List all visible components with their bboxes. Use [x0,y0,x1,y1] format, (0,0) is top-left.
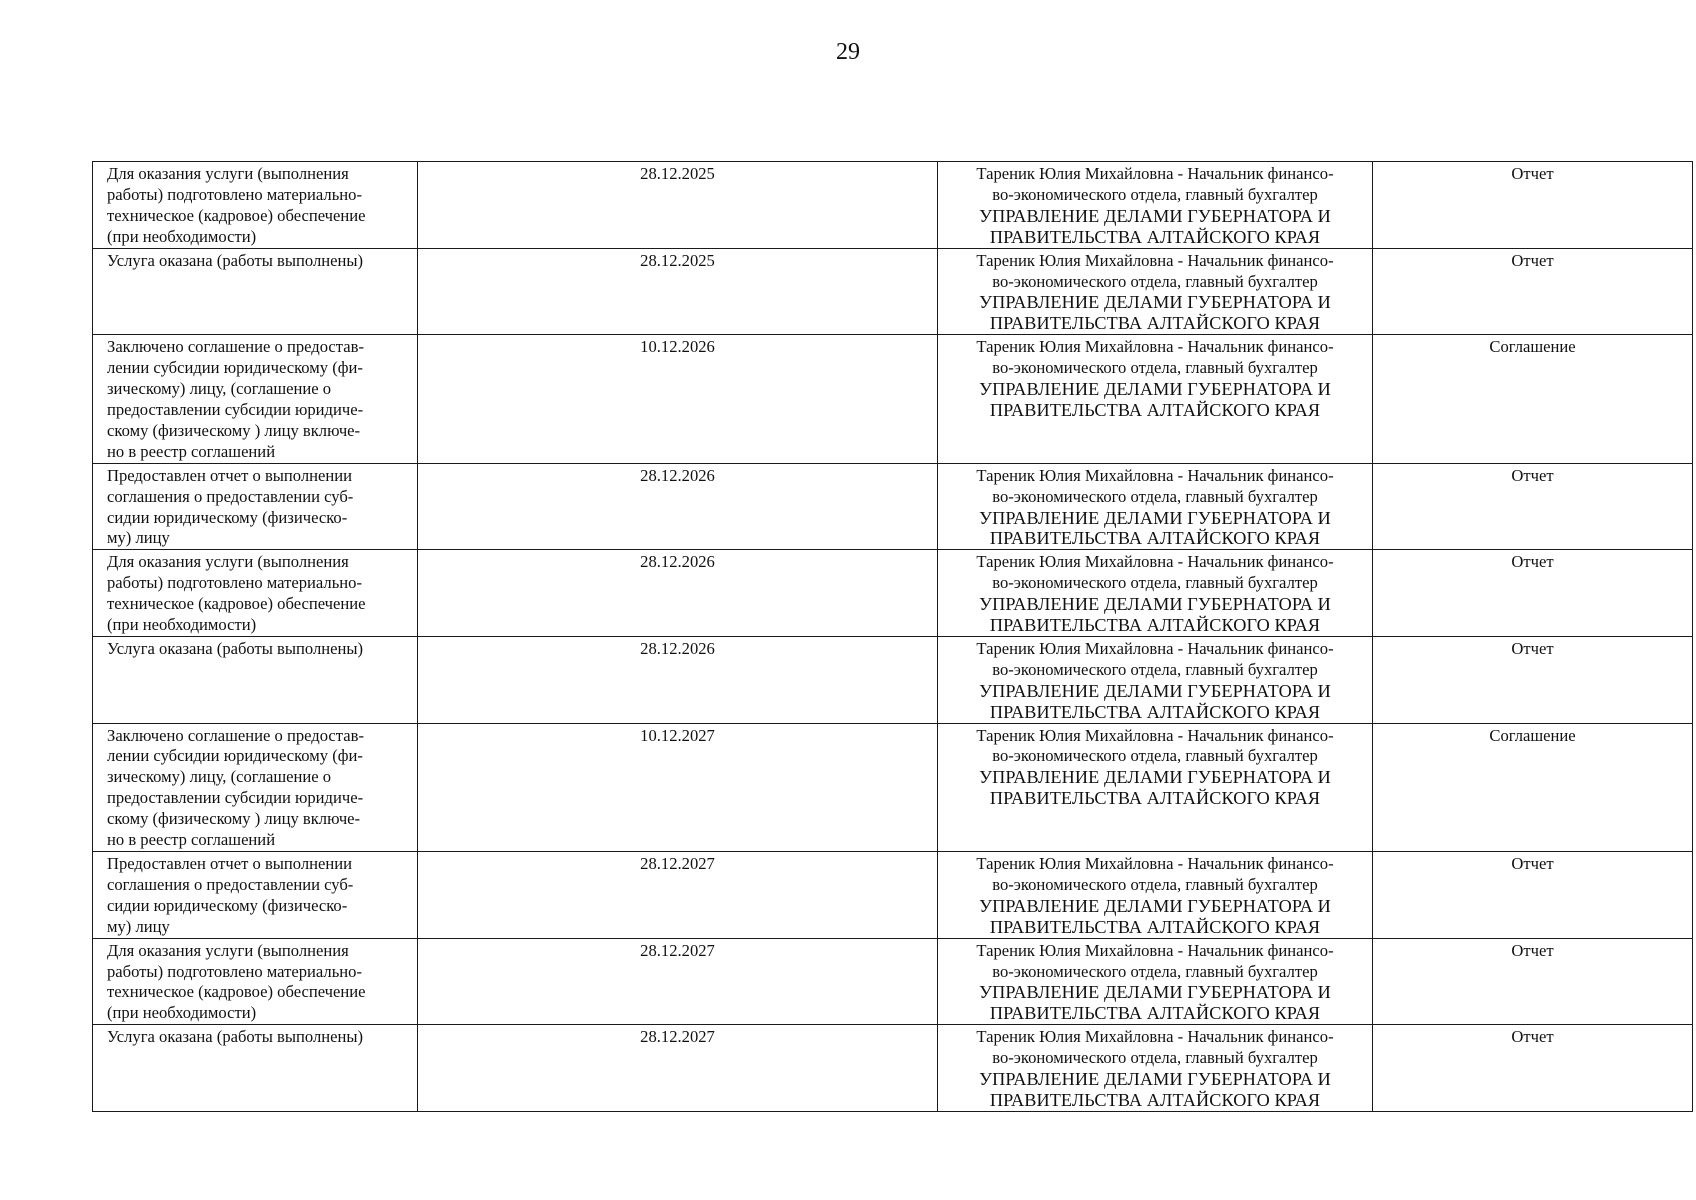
document-type-cell: Отчет [1373,550,1693,637]
event-text-line: техническое (кадровое) обеспечение [107,205,366,225]
date-cell: 28.12.2026 [418,636,938,723]
organization-line: УПРАВЛЕНИЕ ДЕЛАМИ ГУБЕРНАТОРА И [979,895,1331,916]
table-row [93,852,1693,939]
event-cell [93,852,418,939]
responsible-name-line: Тареник Юлия Михайловна - Начальник финансо- [976,854,1334,873]
responsible-position-line: во-экономического отдела, главный бухгалтер [992,746,1318,766]
event-text-line: работы) подготовлено материально- [107,573,362,593]
responsible-position-line: во-экономического отдела, главный бухгалтер [992,358,1318,378]
document-type-cell: Отчет [1373,852,1693,939]
date-cell: 10.12.2026 [418,335,938,463]
event-text-line: Заключено соглашение о предостав- [107,337,364,357]
responsible-cell [938,248,1373,335]
event-text-line: (при необходимости) [107,226,257,246]
event-text-line: му) лицу [107,916,170,936]
event-cell [93,636,418,723]
date-cell: 28.12.2027 [418,938,938,1025]
document-type-cell: Отчет [1373,636,1693,723]
document-type-cell: Отчет [1373,162,1693,249]
date-cell: 28.12.2025 [418,162,938,249]
responsible-cell [938,723,1373,851]
organization-line: ПРАВИТЕЛЬСТВА АЛТАЙСКОГО КРАЯ [989,226,1321,247]
event-text-line: Для оказания услуги (выполнения [107,940,349,960]
event-text-line: но в реестр соглашений [107,830,276,850]
table-body [93,162,1693,1112]
document-type-cell: Отчет [1373,1025,1693,1112]
responsible-position-line: во-экономического отдела, главный бухгалтер [992,659,1318,679]
event-cell [93,1025,418,1112]
organization-line: УПРАВЛЕНИЕ ДЕЛАМИ ГУБЕРНАТОРА И [979,982,1331,1003]
responsible-position-line: во-экономического отдела, главный бухгалтер [992,961,1318,981]
responsible-cell [938,852,1373,939]
event-text-line: скому (физическому ) лицу включе- [107,420,361,440]
event-text-line: Услуга оказана (работы выполнены) [107,250,364,270]
date-cell: 28.12.2025 [418,248,938,335]
responsible-cell [938,162,1373,249]
table-row [93,636,1693,723]
responsible-position-line: во-экономического отдела, главный бухгалтер [992,271,1318,291]
event-text-line: лении субсидии юридическому (фи- [107,358,363,378]
event-text-line: Предоставлен отчет о выполнении [107,854,353,873]
event-text-line: сидии юридическому (физическо- [107,895,348,915]
event-cell [93,162,418,249]
organization-line: ПРАВИТЕЛЬСТВА АЛТАЙСКОГО КРАЯ [989,399,1321,420]
responsible-position-line: во-экономического отдела, главный бухгалтер [992,486,1318,506]
responsible-cell [938,335,1373,463]
responsible-cell [938,463,1373,550]
event-cell [93,335,418,463]
organization-line: УПРАВЛЕНИЕ ДЕЛАМИ ГУБЕРНАТОРА И [979,292,1331,313]
responsible-cell [938,1025,1373,1112]
responsible-name-line: Тареник Юлия Михайловна - Начальник финансо- [976,1027,1334,1047]
responsible-position-line: во-экономического отдела, главный бухгалтер [992,1048,1318,1068]
organization-line: УПРАВЛЕНИЕ ДЕЛАМИ ГУБЕРНАТОРА И [979,507,1331,528]
document-type-cell: Соглашение [1373,723,1693,851]
event-text-line: Предоставлен отчет о выполнении [107,465,353,485]
organization-line: УПРАВЛЕНИЕ ДЕЛАМИ ГУБЕРНАТОРА И [979,379,1331,400]
organization-line: ПРАВИТЕЛЬСТВА АЛТАЙСКОГО КРАЯ [989,615,1321,636]
document-type-cell: Отчет [1373,248,1693,335]
table-row [93,723,1693,851]
responsible-cell [938,636,1373,723]
responsible-name-line: Тареник Юлия Михайловна - Начальник финансо- [976,725,1334,745]
document-type-cell: Соглашение [1373,335,1693,463]
event-text-line: сидии юридическому (физическо- [107,507,348,527]
organization-line: УПРАВЛЕНИЕ ДЕЛАМИ ГУБЕРНАТОРА И [979,205,1331,226]
event-text-line: лении субсидии юридическому (фи- [107,746,363,766]
event-cell [93,550,418,637]
event-text-line: Услуга оказана (работы выполнены) [107,1027,364,1047]
event-cell [93,938,418,1025]
table-row [93,248,1693,335]
event-text-line: работы) подготовлено материально- [107,184,362,204]
event-text-line: му) лицу [107,528,170,548]
table-row [93,1025,1693,1112]
document-type-cell: Отчет [1373,938,1693,1025]
event-text-line: предоставлении субсидии юридиче- [107,399,364,419]
event-text-line: но в реестр соглашений [107,441,276,461]
event-text-line: предоставлении субсидии юридиче- [107,788,364,808]
event-text-line: зическому) лицу, (соглашение о [107,379,332,399]
responsible-cell [938,938,1373,1025]
organization-line: ПРАВИТЕЛЬСТВА АЛТАЙСКОГО КРАЯ [989,916,1321,937]
control-points-table [92,161,1693,1112]
event-text-line: Для оказания услуги (выполнения [107,552,349,572]
event-text-line: соглашения о предоставлении суб- [107,874,354,894]
event-text-line: техническое (кадровое) обеспечение [107,982,366,1002]
responsible-position-line: во-экономического отдела, главный бухгалтер [992,874,1318,894]
date-cell: 28.12.2027 [418,1025,938,1112]
table-row [93,335,1693,463]
event-text-line: (при необходимости) [107,615,257,635]
date-cell: 28.12.2027 [418,852,938,939]
responsible-name-line: Тареник Юлия Михайловна - Начальник финансо- [976,465,1334,485]
responsible-name-line: Тареник Юлия Михайловна - Начальник финансо- [976,940,1334,960]
page-number: 29 [836,39,860,65]
organization-line: ПРАВИТЕЛЬСТВА АЛТАЙСКОГО КРАЯ [989,1089,1321,1110]
responsible-name-line: Тареник Юлия Михайловна - Начальник финансо- [976,337,1334,357]
responsible-name-line: Тареник Юлия Михайловна - Начальник финансо- [976,250,1334,270]
event-text-line: техническое (кадровое) обеспечение [107,594,366,614]
event-text-line: Услуга оказана (работы выполнены) [107,638,364,658]
event-cell [93,248,418,335]
responsible-name-line: Тареник Юлия Михайловна - Начальник финансо- [976,552,1334,572]
table-row [93,938,1693,1025]
responsible-position-line: во-экономического отдела, главный бухгалтер [992,573,1318,593]
event-text-line: зическому) лицу, (соглашение о [107,767,332,787]
event-text-line: соглашения о предоставлении суб- [107,486,354,506]
event-text-line: (при необходимости) [107,1003,257,1023]
organization-line: ПРАВИТЕЛЬСТВА АЛТАЙСКОГО КРАЯ [989,528,1321,549]
date-cell: 28.12.2026 [418,550,938,637]
organization-line: ПРАВИТЕЛЬСТВА АЛТАЙСКОГО КРАЯ [989,701,1321,722]
responsible-name-line: Тареник Юлия Михайловна - Начальник финансо- [976,164,1334,183]
responsible-position-line: во-экономического отдела, главный бухгалтер [992,184,1318,204]
responsible-cell [938,550,1373,637]
event-cell [93,463,418,550]
organization-line: УПРАВЛЕНИЕ ДЕЛАМИ ГУБЕРНАТОРА И [979,1069,1331,1090]
document-type-cell: Отчет [1373,463,1693,550]
organization-line: УПРАВЛЕНИЕ ДЕЛАМИ ГУБЕРНАТОРА И [979,767,1331,788]
date-cell: 28.12.2026 [418,463,938,550]
organization-line: ПРАВИТЕЛЬСТВА АЛТАЙСКОГО КРАЯ [989,1003,1321,1024]
date-cell: 10.12.2027 [418,723,938,851]
table-row [93,162,1693,249]
event-text-line: Заключено соглашение о предостав- [107,725,364,745]
organization-line: ПРАВИТЕЛЬСТВА АЛТАЙСКОГО КРАЯ [989,788,1321,809]
table-row [93,550,1693,637]
organization-line: УПРАВЛЕНИЕ ДЕЛАМИ ГУБЕРНАТОРА И [979,680,1331,701]
table-row [93,463,1693,550]
event-text-line: скому (физическому ) лицу включе- [107,809,361,829]
organization-line: ПРАВИТЕЛЬСТВА АЛТАЙСКОГО КРАЯ [989,313,1321,334]
event-text-line: Для оказания услуги (выполнения [107,164,349,183]
event-cell [93,723,418,851]
responsible-name-line: Тареник Юлия Михайловна - Начальник финансо- [976,638,1334,658]
event-text-line: работы) подготовлено материально- [107,961,362,981]
organization-line: УПРАВЛЕНИЕ ДЕЛАМИ ГУБЕРНАТОРА И [979,594,1331,615]
